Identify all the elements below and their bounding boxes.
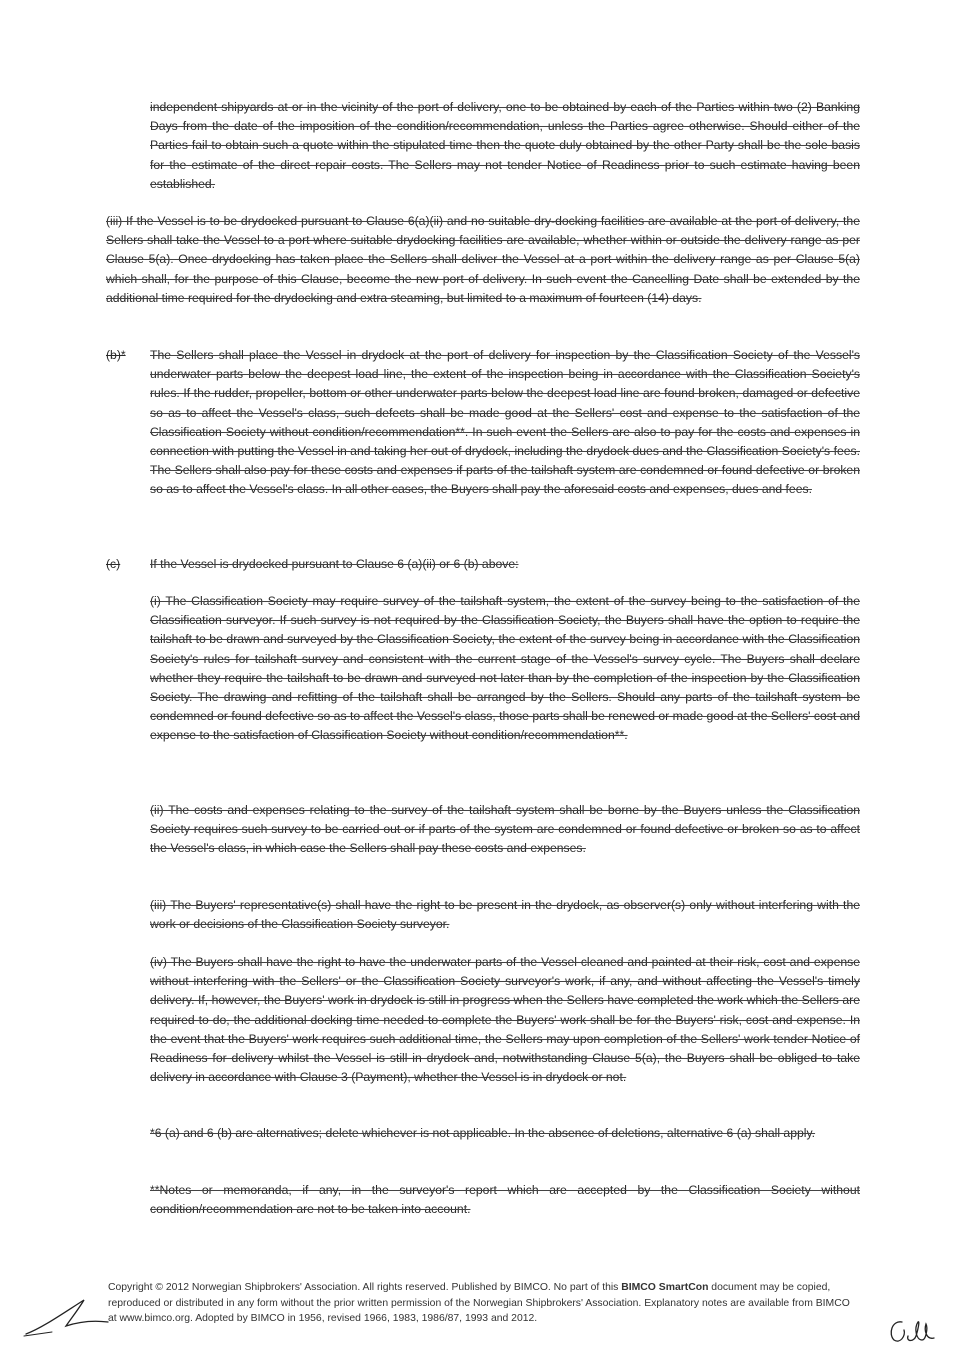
paragraph-clause-6c-iii: (iii) The Buyers' representative(s) shall have the right to be present in the drydock, as observer(s) only without interfering with the work or decisions of the Classification Society surveyor.	[150, 898, 860, 932]
footer-text-part2: document may be copied, reproduced or distributed in any form without the prior written permission of the Norwegian Shipbrokers' Association. Explanatory notes are available from BIMCO at www.bimco.org. Adopted by BIMCO in 1956, revised 1966, 1983, 1986/87, 1993 and 2012.	[108, 1282, 850, 1325]
signature-left-icon	[22, 1292, 112, 1338]
paragraph-clause-6c-i: (i) The Classification Society may require survey of the tailshaft system, the extent of the survey being to the satisfaction of the Classification surveyor. If such survey is not required by the Classification Society, the Buyers shall have the option to require the tailshaft to be drawn and surveyed by the Classification Society, the extent of the survey being in accordance with the Classification Society's rules for tailshaft survey and consistent with the current stage of the Vessel's survey cycle. The Buyers shall declare whether they require the tailshaft to be drawn and surveyed not later than by the completion of the inspection by the Classification Society. The drawing and refitting of the tailshaft shall be arranged by the Sellers. Should any parts of the tailshaft system be condemned or found defective so as to affect the Vessel's class, those parts shall be renewed or made good at the Sellers' cost and expense to the satisfaction of Classification Society without condition/recommendation**.	[150, 594, 860, 743]
paragraph-clause-6b: The Sellers shall place the Vessel in drydock at the port of delivery for inspection by the Classification Society of the Vessel's underwater parts below the deepest load line, the extent of the inspection being in accordance with the Classification Society's rules. If the rudder, propeller, bottom or other underwater parts below the deepest load line are found broken, damaged or defective so as to affect the Vessel's class, such defects shall be made good at the Sellers' cost and expense to the satisfaction of the Classification Society without condition/recommendation**. In such event the Sellers are also to pay for the costs and expenses in connection with putting the Vessel in and taking her out of drydock, including the drydock dues and the Classification Society's fees. The Sellers shall also pay for these costs and expenses if parts of the tailshaft system are condemned or found defective or broken so as to affect the Vessel's class. In all other cases, the Buyers shall pay the aforesaid costs and expenses, dues and fees.	[150, 348, 860, 497]
footer-brand: BIMCO SmartCon	[621, 1282, 709, 1293]
paragraph-clause-6c-ii: (ii) The costs and expenses relating to the survey of the tailshaft system shall be borne by the Buyers unless the Classification Society requires such survey to be carried out or if parts of the system are condemned or found defective or broken so as to affect the Vessel's class, in which case the Sellers shall pay these costs and expenses.	[150, 803, 860, 856]
label-clause-6c: (c)	[106, 557, 121, 571]
paragraph-clause-6a-iii: (iii) If the Vessel is to be drydocked pursuant to Clause 6(a)(ii) and no suitable dry-docking facilities are available at the port of delivery, the Sellers shall take the Vessel to a port where suitable drydocking facilities are available, whether within or outside the delivery range as per Clause 5(a). Once drydocking has taken place the Sellers shall deliver the Vessel at a port within the delivery range as per Clause 5(a) which shall, for the purpose of this Clause, become the new port of delivery. In such event the Cancelling Date shall be extended by the additional time required for the drydocking and extra steaming, but limited to a maximum of fourteen (14) days.	[106, 214, 860, 305]
paragraph-clause-6c-iv: (iv) The Buyers shall have the right to have the underwater parts of the Vessel cleaned and painted at their risk, cost and expense without interfering with the Sellers' or the Classification Society surveyor's work, if any, and without affecting the Vessel's timely delivery. If, however, the Buyers' work in drydock is still in progress when the Sellers have completed the work which the Sellers are required to do, the additional docking time needed to complete the Buyers' work shall be for the Buyers' risk, cost and expense. In the event that the Buyers' work requires such additional time, the Sellers may upon completion of the Sellers' work tender Notice of Readiness for delivery whilst the Vessel is still in drydock and, notwithstanding Clause 5(a), the Buyers shall be obliged to take delivery in accordance with Clause 3 (Payment), whether the Vessel is in drydock or not.	[150, 955, 860, 1085]
paragraph-quote-estimate: independent shipyards at or in the vicinity of the port of delivery, one to be obtained by each of the Parties within two (2) Banking Days from the date of the imposition of the condition/recommendation, unless the Parties agree otherwise. Should either of the Parties fail to obtain such a quote within the stipulated time then the quote duly obtained by the other Party shall be the sole basis for the estimate of the direct repair costs. The Sellers may not tender Notice of Readiness prior to such estimate having been established.	[150, 100, 860, 191]
label-clause-6b: (b)*	[106, 348, 126, 362]
initials-right-icon	[884, 1310, 940, 1350]
footnote-alternatives: *6 (a) and 6 (b) are alternatives; delete whichever is not applicable. In the absence of deletions, alternative 6 (a) shall apply.	[150, 1126, 816, 1140]
footnote-surveyor-notes: **Notes or memoranda, if any, in the surveyor's report which are accepted by the Classification Society without condition/recommendation are not to be taken into account.	[150, 1183, 860, 1217]
footer-text-part1: Copyright © 2012 Norwegian Shipbrokers' Association. All rights reserved. Published by BIMCO. No part of this	[108, 1282, 622, 1293]
copyright-footer	[108, 1280, 860, 1327]
paragraph-clause-6c-intro: If the Vessel is drydocked pursuant to Clause 6 (a)(ii) or 6 (b) above:	[150, 557, 519, 571]
